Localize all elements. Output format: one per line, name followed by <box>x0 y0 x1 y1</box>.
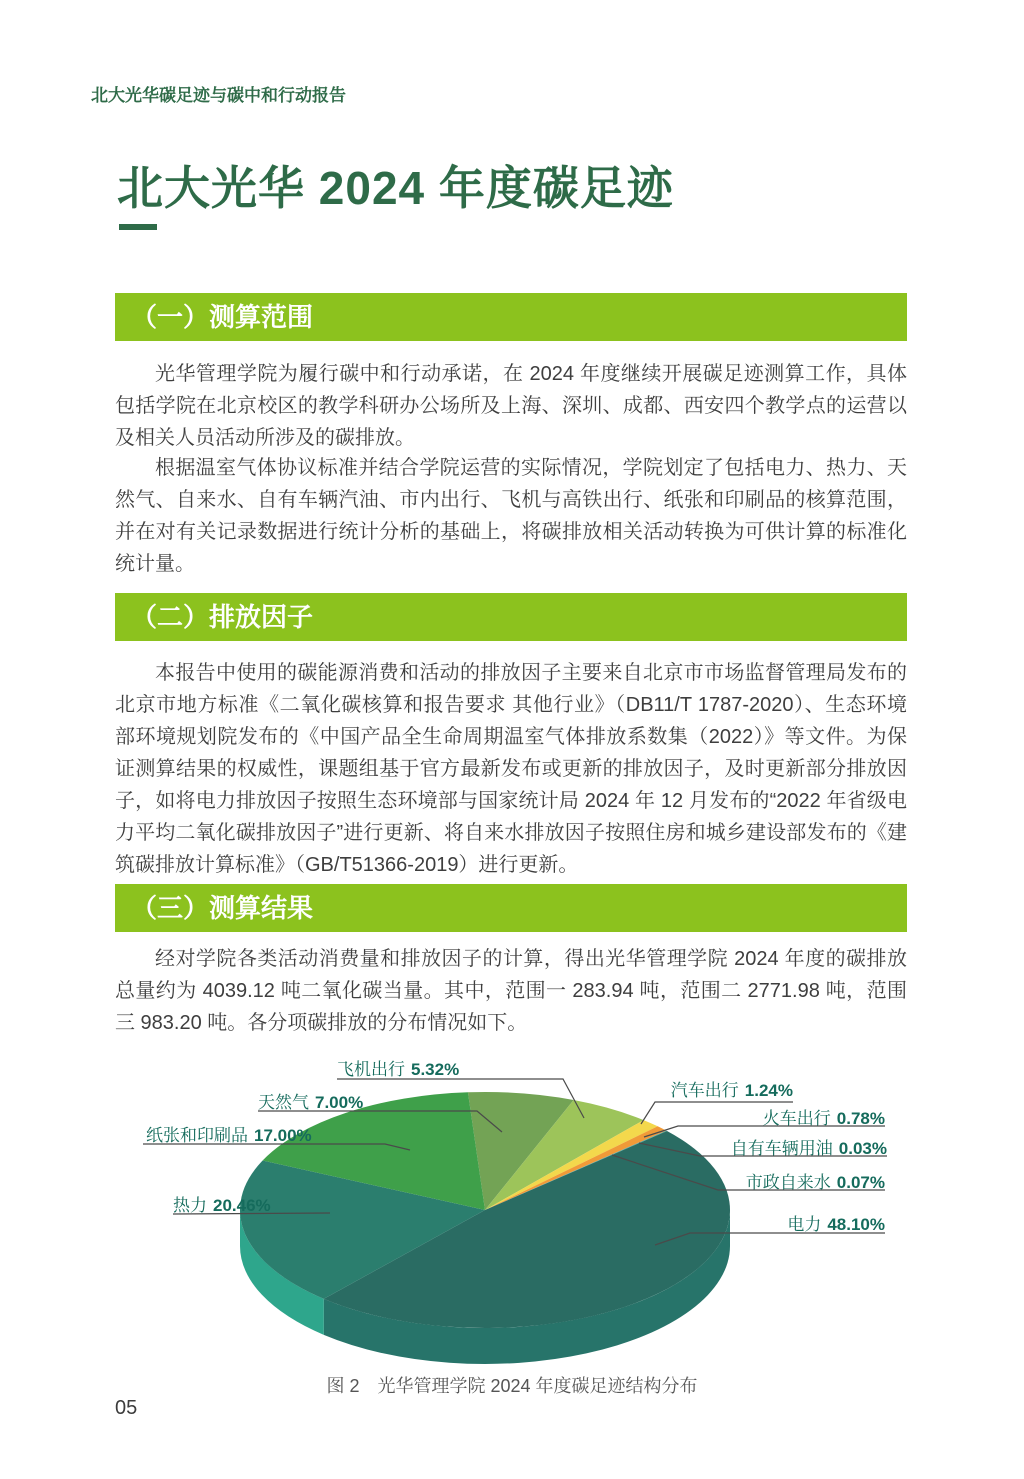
pie-label-vehicle-fuel <box>731 1134 887 1159</box>
figure-caption: 图 2 光华管理学院 2024 年度碳足迹结构分布 <box>326 1376 698 1396</box>
page-title: 北大光华 2024 年度碳足迹 <box>117 162 674 214</box>
section-heading-results: （三）测算结果 <box>115 884 907 932</box>
section-heading-emission-factors: （二）排放因子 <box>115 593 907 641</box>
pie-label-air-travel-value: 5.32% <box>411 1060 460 1079</box>
pie-label-air-travel-name: 飞机出行 <box>337 1060 405 1079</box>
pie-label-municipal-water <box>746 1168 885 1193</box>
pie-label-train-travel-value: 0.78% <box>836 1109 885 1128</box>
pie-label-paper-printing <box>146 1121 312 1146</box>
paragraph-results: 经对学院各类活动消费量和排放因子的计算，得出光华管理学院 2024 年度的碳排放总量约为 4039.12 吨二氧化碳当量。其中，范围一 283.94 吨，范围二 2771.98 吨，范围三 983.20 吨。各分项碳排放的分布情况如下。 <box>115 948 907 1034</box>
pie-label-vehicle-fuel-name: 自有车辆用油 <box>730 1139 833 1158</box>
pie-label-heating-value: 20.46% <box>213 1196 271 1215</box>
pie-label-heating <box>173 1191 271 1216</box>
callout-line-air-travel <box>337 1079 584 1118</box>
running-header: 北大光华碳足迹与碳中和行动报告 <box>91 86 346 105</box>
pie-label-municipal-water-value: 0.07% <box>836 1173 885 1192</box>
paragraph-scope-2: 根据温室气体协议标准并结合学院运营的实际情况，学院划定了包括电力、热力、天然气、自来水、自有车辆汽油、市内出行、飞机与高铁出行、纸张和印刷品的核算范围，并在对有关记录数据进行统计分析的基础上，将碳排放相关活动转换为可供计算的标准化统计量。 <box>115 457 907 575</box>
pie-label-natural-gas-value: 7.00% <box>315 1093 364 1112</box>
pie-label-car-travel-value: 1.24% <box>744 1081 793 1100</box>
pie-label-electricity-value: 48.10% <box>827 1215 885 1234</box>
pie-label-electricity-name: 电力 <box>787 1215 822 1234</box>
pie-label-paper-printing-name: 纸张和印刷品 <box>146 1126 248 1145</box>
pie-label-train-travel <box>763 1104 885 1129</box>
page-number: 05 <box>115 1397 138 1419</box>
pie-chart-figure <box>0 1040 1024 1380</box>
paragraph-scope-1: 光华管理学院为履行碳中和行动承诺，在 2024 年度继续开展碳足迹测算工作，具体包括学院在北京校区的教学科研办公场所及上海、深圳、成都、西安四个教学点的运营以及相关人员活动所涉及的碳排放。 <box>115 363 907 449</box>
title-underline-dash <box>119 224 157 230</box>
pie-label-air-travel <box>337 1055 459 1080</box>
pie-label-municipal-water-name: 市政自来水 <box>745 1173 831 1192</box>
pie-label-electricity <box>787 1210 885 1235</box>
pie-label-natural-gas-name: 天然气 <box>258 1093 309 1112</box>
section-heading-scope: （一）测算范围 <box>115 293 907 341</box>
pie-label-heating-name: 热力 <box>173 1196 207 1215</box>
pie-label-vehicle-fuel-value: 0.03% <box>838 1139 887 1158</box>
pie-label-car-travel-name: 汽车出行 <box>670 1081 739 1100</box>
paragraph-emission-factors: 本报告中使用的碳能源消费和活动的排放因子主要来自北京市市场监督管理局发布的北京市地方标准《二氧化碳核算和报告要求 其他行业》（DB11/T 1787-2020）、生态环境部环境规划院发布的《中国产品全生命周期温室气体排放系数集（2022）》等文件。为保证测算结果的权威性，课题组基于官方最新发布或更新的排放因子，及时更新部分排放因子，如将电力排放因子按照生态环境部与国家统计局 2024 年 12 月发布的“2022 年省级电力平均二氧化碳排放因子”进行更新、将自来水排放因子按照住房和城乡建设部发布的《建筑碳排放计算标准》（GB/T51366-2019）进行更新。 <box>115 662 907 876</box>
pie-label-car-travel <box>671 1076 793 1101</box>
pie-label-natural-gas <box>258 1088 363 1113</box>
pie-label-paper-printing-value: 17.00% <box>254 1126 312 1145</box>
pie-label-train-travel-name: 火车出行 <box>762 1109 831 1128</box>
